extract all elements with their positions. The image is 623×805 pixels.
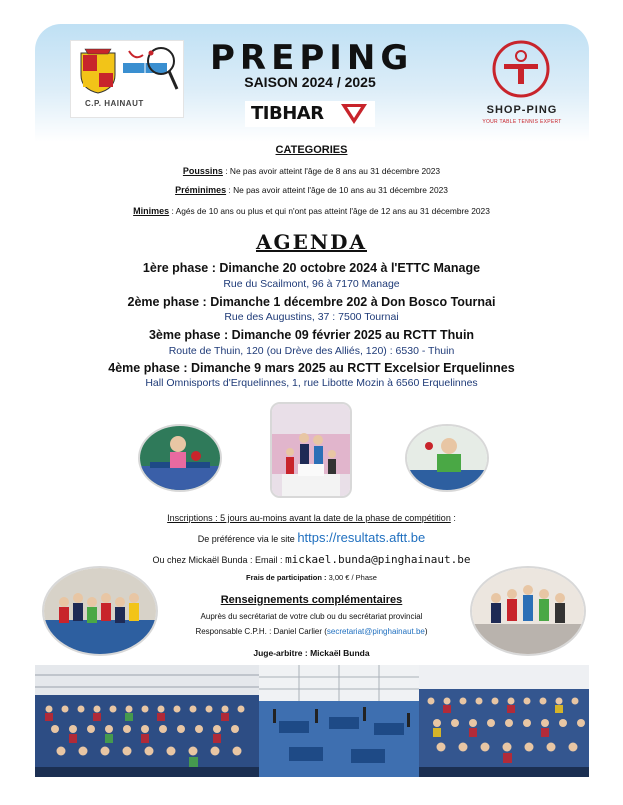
shop-ping-tagline: YOUR TABLE TENNIS EXPERT bbox=[482, 119, 562, 125]
deadline-text: Inscriptions : 5 jours au-moins avant la date de la phase de compétition bbox=[167, 513, 451, 523]
resultats-link[interactable]: https://resultats.aftt.be bbox=[297, 530, 426, 545]
responsible-suffix: ) bbox=[424, 627, 428, 636]
phase-2-address: Rue des Augustins, 37 : 7500 Tournai bbox=[224, 311, 399, 323]
phase-4-address: Hall Omnisports d'Erquelinnes, 1, rue Libotte Mozin à 6560 Erquelinnes bbox=[145, 377, 478, 389]
more-info-line1: Auprès du secrétariat de votre club ou du secrétariat provincial bbox=[200, 612, 423, 621]
registration-preferred bbox=[0, 530, 623, 545]
more-info-title: Renseignements complémentaires bbox=[220, 594, 403, 606]
category-name: Préminimes bbox=[175, 185, 227, 195]
tibhar-logo bbox=[245, 101, 375, 127]
cp-hainaut-logo bbox=[70, 40, 184, 118]
category-minimes bbox=[0, 206, 623, 216]
phase-4-title: 4ème phase : Dimanche 9 mars 2025 au RCTT Excelsior Erquelinnes bbox=[108, 361, 515, 375]
categories-title: CATEGORIES bbox=[275, 144, 348, 156]
photo-group-right bbox=[470, 566, 586, 656]
registration-deadline bbox=[0, 513, 623, 523]
phase-1-address: Rue du Scailmont, 96 à 7170 Manage bbox=[223, 278, 400, 290]
responsible-prefix: Responsable C.P.H. : Daniel Carlier ( bbox=[195, 627, 327, 636]
registration-email bbox=[0, 553, 623, 566]
season-label: SAISON 2024 / 2025 bbox=[244, 74, 376, 90]
tibhar-text: TIBHAR bbox=[251, 103, 324, 124]
more-info-line2 bbox=[0, 627, 623, 636]
phase-3-title: 3ème phase : Dimanche 09 février 2025 au RCTT Thuin bbox=[148, 328, 475, 342]
agenda-title: AGENDA bbox=[256, 230, 367, 254]
photo-hall bbox=[259, 665, 419, 777]
phase-3-address: Route de Thuin, 120 (ou Drève des Alliés, 120) : 6530 - Thuin bbox=[168, 345, 455, 357]
category-name: Poussins bbox=[182, 166, 223, 176]
category-preminimes bbox=[0, 185, 623, 195]
category-rule: : Ne pas avoir atteint l'âge de 10 ans au 31 décembre 2023 bbox=[226, 185, 448, 195]
shop-ping-emblem-icon bbox=[492, 40, 550, 98]
photo-podium bbox=[270, 402, 352, 498]
deadline-suffix: : bbox=[450, 513, 456, 523]
fee-value: 3,00 € / Phase bbox=[328, 573, 377, 582]
crest-icon bbox=[77, 47, 119, 95]
category-rule: : Agés de 10 ans ou plus et qui n'ont pas atteint l'âge de 12 ans au 31 décembre 2023 bbox=[169, 206, 490, 216]
photo-girl-playing bbox=[138, 424, 222, 492]
category-name: Minimes bbox=[133, 206, 170, 216]
email-address[interactable]: mickael.bunda@pinghainaut.be bbox=[285, 553, 471, 566]
photo-group-left bbox=[42, 566, 158, 656]
referee-line: Juge-arbitre : Mickaël Bunda bbox=[253, 648, 370, 658]
page-title: PREPING bbox=[210, 38, 414, 78]
left-logo-caption: C.P. HAINAUT bbox=[85, 99, 144, 108]
phase-1-title: 1ère phase : Dimanche 20 octobre 2024 à l'ETTC Manage bbox=[142, 261, 481, 275]
category-rule: : Ne pas avoir atteint l'âge de 8 ans au 31 décembre 2023 bbox=[222, 166, 441, 176]
fee-label: Frais de participation : bbox=[246, 573, 329, 582]
secretariat-email[interactable]: secretariat@pinghainaut.be bbox=[326, 627, 425, 636]
paddle-icon bbox=[121, 45, 179, 95]
preferred-prefix: De préférence via le site bbox=[197, 534, 298, 544]
phase-2-title: 2ème phase : Dimanche 1 décembre 202 à Don Bosco Tournai bbox=[127, 295, 496, 309]
category-poussins bbox=[0, 166, 623, 176]
photo-girl-green-shirt bbox=[405, 424, 489, 492]
photo-crowd-right bbox=[419, 665, 589, 777]
photo-crowd-left bbox=[35, 665, 259, 777]
email-prefix: Ou chez Mickaël Bunda : Email : bbox=[152, 555, 286, 565]
tibhar-arrow-icon bbox=[341, 104, 367, 124]
shop-ping-name: SHOP-PING bbox=[486, 104, 558, 116]
shop-ping-logo bbox=[462, 40, 582, 130]
